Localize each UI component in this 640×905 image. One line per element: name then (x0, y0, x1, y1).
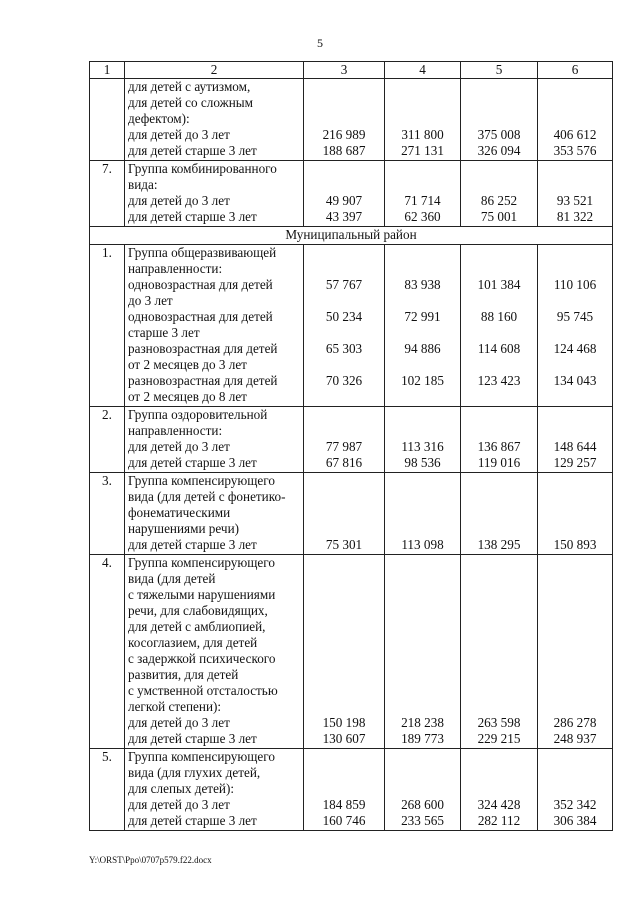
row-label: Группа компенсирующего вида (для детей с фонетико- фонематическими нарушениями речи) для детей старше 3 лет (125, 473, 304, 555)
section-title: Муниципальный район (90, 227, 613, 245)
value-cell: 138 295 (461, 473, 538, 555)
value-cell: 77 987 67 816 (304, 407, 385, 473)
row-label: Группа комбинированного вида: для детей до 3 лет для детей старше 3 лет (125, 161, 304, 227)
value-cell: 324 428 282 112 (461, 749, 538, 831)
row-number: 7. (90, 161, 125, 227)
value-cell: 75 301 (304, 473, 385, 555)
value-cell: 184 859 160 746 (304, 749, 385, 831)
value-cell: 150 198 130 607 (304, 555, 385, 749)
tariff-table (89, 61, 613, 831)
table-row (90, 555, 613, 749)
row-label: Группа общеразвивающей направленности: одновозрастная для детей до 3 лет одновозрастная для детей старше 3 лет разновозрастная для детей от 2 месяцев до 3 лет разновозрастная для детей от 2 месяцев до 8 лет (125, 245, 304, 407)
column-header: 4 (385, 62, 461, 79)
row-number: 3. (90, 473, 125, 555)
value-cell: 311 800 271 131 (385, 79, 461, 161)
table-row (90, 749, 613, 831)
column-header: 2 (125, 62, 304, 79)
value-cell: 150 893 (538, 473, 613, 555)
value-cell: 286 278 248 937 (538, 555, 613, 749)
table-row (90, 161, 613, 227)
table-row (90, 79, 613, 161)
value-cell: 110 106 95 745 124 468 134 043 (538, 245, 613, 407)
value-cell: 268 600 233 565 (385, 749, 461, 831)
column-header: 3 (304, 62, 385, 79)
value-cell: 57 767 50 234 65 303 70 326 (304, 245, 385, 407)
table-row (90, 407, 613, 473)
row-number: 1. (90, 245, 125, 407)
value-cell: 71 714 62 360 (385, 161, 461, 227)
column-header: 6 (538, 62, 613, 79)
value-cell: 113 316 98 536 (385, 407, 461, 473)
row-number: 5. (90, 749, 125, 831)
table-header-row (90, 62, 613, 79)
value-cell: 136 867 119 016 (461, 407, 538, 473)
row-number: 2. (90, 407, 125, 473)
value-cell: 113 098 (385, 473, 461, 555)
value-cell: 148 644 129 257 (538, 407, 613, 473)
value-cell: 218 238 189 773 (385, 555, 461, 749)
value-cell: 406 612 353 576 (538, 79, 613, 161)
section-row (90, 227, 613, 245)
column-header: 5 (461, 62, 538, 79)
table-body (90, 79, 613, 831)
value-cell: 93 521 81 322 (538, 161, 613, 227)
value-cell: 83 938 72 991 94 886 102 185 (385, 245, 461, 407)
row-label: Группа компенсирующего вида (для детей с тяжелыми нарушениями речи, для слабовидящих, для детей с амблиопией, косоглазием, для детей с задержкой психического развития, для детей с умственной отсталостью легкой степени): для детей до 3 лет для детей старше 3 лет (125, 555, 304, 749)
row-label: Группа компенсирующего вида (для глухих детей, для слепых детей): для детей до 3 лет для детей старше 3 лет (125, 749, 304, 831)
value-cell: 263 598 229 215 (461, 555, 538, 749)
table-row (90, 245, 613, 407)
row-number: 4. (90, 555, 125, 749)
value-cell: 352 342 306 384 (538, 749, 613, 831)
page-number: 5 (317, 36, 323, 50)
row-label: для детей с аутизмом, для детей со сложным дефектом): для детей до 3 лет для детей старше 3 лет (125, 79, 304, 161)
value-cell: 101 384 88 160 114 608 123 423 (461, 245, 538, 407)
value-cell: 375 008 326 094 (461, 79, 538, 161)
file-path-footer: Y:\ORST\Ppo\0707p579.f22.docx (89, 855, 212, 865)
value-cell: 216 989 188 687 (304, 79, 385, 161)
column-header: 1 (90, 62, 125, 79)
row-number (90, 79, 125, 161)
value-cell: 86 252 75 001 (461, 161, 538, 227)
value-cell: 49 907 43 397 (304, 161, 385, 227)
table-row (90, 473, 613, 555)
row-label: Группа оздоровительной направленности: для детей до 3 лет для детей старше 3 лет (125, 407, 304, 473)
